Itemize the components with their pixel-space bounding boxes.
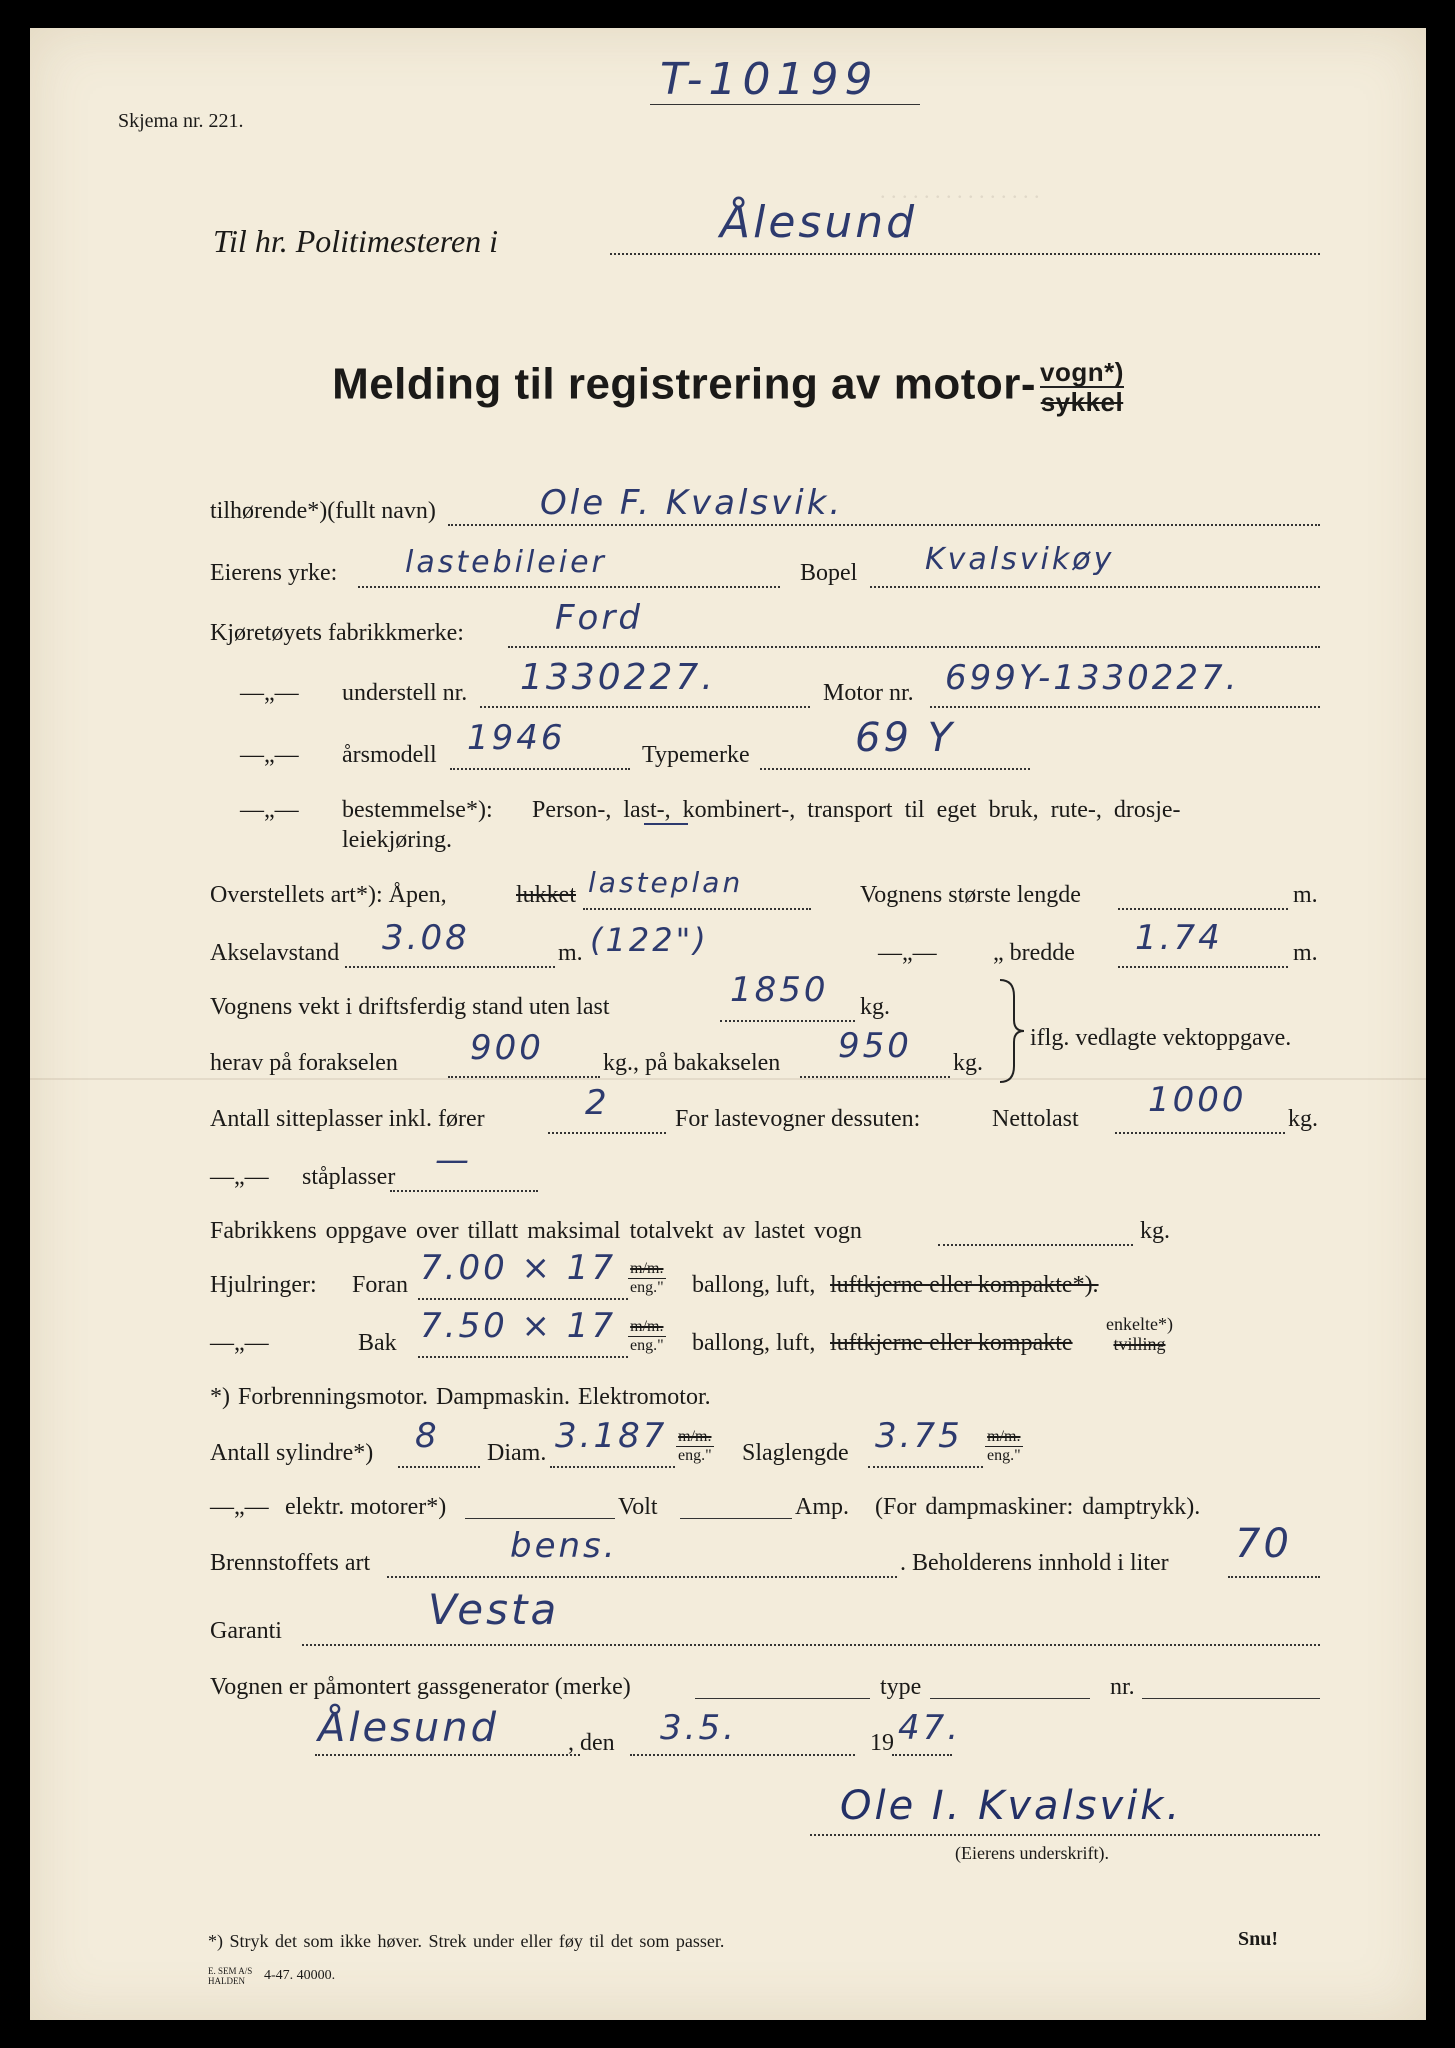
year-prefix: 19 <box>870 1730 894 1756</box>
volt-label: Volt <box>618 1494 658 1520</box>
width-line <box>1118 966 1288 968</box>
standing-value: — <box>435 1140 472 1180</box>
diameter-line <box>550 1466 675 1468</box>
cylinders-line <box>398 1466 480 1468</box>
model-year-value: 1946 <box>467 718 566 758</box>
net-load-value: 1000 <box>1148 1080 1247 1120</box>
purpose-underline <box>644 823 688 825</box>
form-number: Skjema nr. 221. <box>118 110 244 132</box>
diameter-units <box>676 1428 714 1465</box>
stroke-line <box>868 1466 983 1468</box>
tires-rear-value: 7.50 × 17 <box>420 1306 617 1346</box>
date-value: 3.5. <box>660 1708 737 1748</box>
title-option-sykkel: sykkel <box>1040 387 1124 417</box>
type-line <box>760 768 1030 770</box>
tires-front-struck: luftkjerne eller kompakte*). <box>830 1272 1099 1298</box>
amp-label: Amp. <box>795 1494 849 1520</box>
wheelbase-note: (122") <box>590 921 709 959</box>
owner-label: tilhørende*)(fullt navn) <box>210 498 436 524</box>
addressee-label: Til hr. Politimesteren i <box>213 223 499 259</box>
unit-mm: m/m. <box>676 1428 714 1447</box>
owner-value: Ole F. Kvalsvik. <box>540 483 844 523</box>
guarantee-label: Garanti <box>210 1618 282 1644</box>
form-sheet <box>30 28 1426 2020</box>
motor-line <box>930 706 1320 708</box>
weight-unit: kg. <box>860 994 890 1020</box>
purpose-label: bestemmelse*): <box>342 797 493 823</box>
unit-eng: eng." <box>630 1279 664 1296</box>
rear-axle-unit: kg. <box>953 1050 983 1076</box>
fuel-value: bens. <box>510 1526 618 1566</box>
tires-front-kind: ballong, luft, <box>692 1272 816 1298</box>
owner-signature: Ole I. Kvalsvik. <box>840 1783 1183 1829</box>
fuel-line <box>387 1576 897 1578</box>
unit-eng: eng." <box>987 1447 1021 1464</box>
steam-label: (For dampmaskiner: damptrykk). <box>875 1494 1201 1520</box>
mount-twin: tvilling <box>1113 1334 1166 1354</box>
ditto-purpose: —„— <box>240 797 299 823</box>
title-main: Melding til registrering av motor- <box>332 359 1037 409</box>
year-line <box>892 1754 952 1756</box>
body-label: Overstellets art*): Åpen, <box>210 882 447 908</box>
residence-line <box>870 586 1320 588</box>
make-label: Kjøretøyets fabrikkmerke: <box>210 620 464 646</box>
purpose-continued: leiekjøring. <box>342 827 452 853</box>
reference-underline <box>650 104 920 105</box>
diameter-value: 3.187 <box>555 1416 668 1456</box>
title-option-vogn: vogn*) <box>1040 357 1124 387</box>
seats-label: Antall sitteplasser inkl. fører <box>210 1106 485 1132</box>
front-axle-label: herav på forakselen <box>210 1050 398 1076</box>
occupation-line <box>358 586 780 588</box>
gas-generator-line <box>695 1698 870 1699</box>
gas-type-label: type <box>880 1674 922 1700</box>
ditto-standing: —„— <box>210 1164 269 1190</box>
gas-nr-line <box>1142 1698 1320 1699</box>
gas-type-line <box>930 1698 1090 1699</box>
ditto-chassis: —„— <box>240 680 299 706</box>
motor-value: 699Y-1330227. <box>945 658 1240 698</box>
gas-generator-label: Vognen er påmontert gassgenerator (merke) <box>210 1674 631 1700</box>
mount-single: enkelte*) <box>1106 1314 1173 1334</box>
stroke-value: 3.75 <box>875 1416 963 1456</box>
tires-front-value: 7.00 × 17 <box>420 1248 617 1288</box>
motor-label: Motor nr. <box>823 680 914 706</box>
reference-number: T-10199 <box>660 54 879 105</box>
wheelbase-label: Akselavstand <box>210 940 340 966</box>
gas-nr-label: nr. <box>1110 1674 1135 1700</box>
date-label: , den <box>568 1730 615 1756</box>
stroke-units <box>985 1428 1023 1465</box>
tires-front-units <box>628 1260 666 1297</box>
width-unit: m. <box>1293 940 1318 966</box>
tires-rear-line <box>418 1356 628 1358</box>
front-axle-line <box>448 1076 600 1078</box>
occupation-label: Eierens yrke: <box>210 560 338 586</box>
body-line <box>583 908 811 910</box>
standing-label: ståplasser <box>302 1164 396 1190</box>
rear-axle-value: 950 <box>838 1026 912 1066</box>
signature-line <box>810 1834 1320 1836</box>
tires-rear-struck: luftkjerne eller kompakte <box>830 1330 1073 1356</box>
tires-front-label: Foran <box>352 1272 408 1298</box>
ditto-model: —„— <box>240 742 299 768</box>
unit-mm: m/m. <box>985 1428 1023 1447</box>
max-weight-line <box>938 1244 1133 1246</box>
chassis-label: understell nr. <box>342 680 468 706</box>
body-value: lasteplan <box>588 866 744 899</box>
net-load-line <box>1115 1132 1285 1134</box>
occupation-value: lastebileier <box>405 545 607 580</box>
guarantee-line <box>302 1644 1320 1646</box>
body-struck: lukket <box>516 882 576 908</box>
printer-line-1: E. SEM A/S <box>208 1966 253 1976</box>
weight-label: Vognens vekt i driftsferdig stand uten last <box>210 994 610 1020</box>
make-value: Ford <box>555 598 643 638</box>
year-value: 47. <box>898 1708 962 1748</box>
length-line <box>1118 908 1288 910</box>
tires-rear-label: Bak <box>358 1330 397 1356</box>
seats-line <box>548 1132 666 1134</box>
seats-value: 2 <box>585 1083 610 1123</box>
tank-line <box>1228 1576 1320 1578</box>
model-year-label: årsmodell <box>342 742 437 768</box>
fuel-label: Brennstoffets art <box>210 1550 371 1576</box>
ditto-electric: —„— <box>210 1494 269 1520</box>
guarantee-value: Vesta <box>428 1585 560 1634</box>
place-value: Ålesund <box>318 1705 500 1751</box>
place-line <box>315 1754 580 1756</box>
truck-label: For lastevogner dessuten: <box>675 1106 921 1132</box>
brace <box>990 976 1030 1086</box>
residence-value: Kvalsvikøy <box>925 542 1115 577</box>
unit-eng: eng." <box>630 1337 664 1354</box>
chassis-value: 1330227. <box>520 657 716 698</box>
unit-mm: m/m. <box>628 1260 666 1279</box>
purpose-options: Person-, last-, kombinert-, transport til eget bruk, rute-, drosje- <box>532 797 1181 823</box>
tires-mount-options <box>1104 1314 1175 1354</box>
stroke-label: Slaglengde <box>742 1440 849 1466</box>
owner-line <box>448 524 1320 526</box>
addressee-line <box>610 253 1320 255</box>
signature-caption: (Eierens underskrift). <box>955 1843 1109 1863</box>
rear-axle-line <box>800 1076 950 1078</box>
max-weight-label: Fabrikkens oppgave over tillatt maksimal totalvekt av lastet vogn <box>210 1218 862 1244</box>
ditto-width: —„— <box>878 940 937 966</box>
turn-over: Snu! <box>1238 1928 1279 1950</box>
tires-rear-kind: ballong, luft, <box>692 1330 816 1356</box>
tires-rear-units <box>628 1318 666 1355</box>
tires-front-line <box>418 1298 628 1300</box>
addressee-value: Ålesund <box>720 197 918 248</box>
net-load-label: Nettolast <box>992 1106 1079 1132</box>
engine-types: *) Forbrenningsmotor. Dampmaskin. Elektromotor. <box>210 1384 711 1410</box>
chassis-line <box>480 706 810 708</box>
tank-label: . Beholderens innhold i liter <box>900 1550 1169 1576</box>
make-line <box>508 646 1320 648</box>
unit-eng: eng." <box>678 1447 712 1464</box>
volt-line <box>680 1518 792 1519</box>
cylinders-value: 8 <box>415 1416 440 1456</box>
diameter-label: Diam. <box>487 1440 547 1466</box>
printer-line-2: HALDEN <box>208 1976 245 1986</box>
electric-line <box>465 1518 615 1519</box>
length-unit: m. <box>1293 882 1318 908</box>
wheelbase-value: 3.08 <box>382 918 470 958</box>
electric-label: elektr. motorer*) <box>285 1494 447 1520</box>
width-label: „ bredde <box>993 940 1075 966</box>
length-label: Vognens største lengde <box>860 882 1081 908</box>
type-label: Typemerke <box>642 742 750 768</box>
bleed-through: . . . . . . . . . . . . . . . <box>880 178 1040 203</box>
residence-label: Bopel <box>800 560 858 586</box>
cylinders-label: Antall sylindre*) <box>210 1440 374 1466</box>
weight-value: 1850 <box>730 970 829 1010</box>
form-title <box>30 358 1426 416</box>
unit-mm: m/m. <box>628 1318 666 1337</box>
footnote: *) Stryk det som ikke høver. Strek under eller føy til det som passer. <box>208 1931 725 1951</box>
weight-source-note: iflg. vedlagte vektoppgave. <box>1030 1025 1292 1051</box>
wheelbase-line <box>345 966 555 968</box>
weight-line <box>720 1020 855 1022</box>
wheelbase-unit: m. <box>558 940 583 966</box>
type-value: 69 Y <box>855 715 956 761</box>
tank-value: 70 <box>1235 1521 1292 1567</box>
ditto-tires-rear: —„— <box>210 1330 269 1356</box>
width-value: 1.74 <box>1135 918 1223 958</box>
rear-axle-label: kg., på bakakselen <box>603 1050 781 1076</box>
printer-code: 4-47. 40000. <box>264 1968 336 1983</box>
front-axle-value: 900 <box>470 1028 544 1068</box>
model-year-line <box>450 768 630 770</box>
printer-name <box>208 1966 252 1986</box>
max-weight-unit: kg. <box>1140 1218 1170 1244</box>
net-load-unit: kg. <box>1288 1106 1318 1132</box>
date-line <box>630 1754 855 1756</box>
standing-line <box>390 1190 538 1192</box>
tires-label: Hjulringer: <box>210 1272 317 1298</box>
